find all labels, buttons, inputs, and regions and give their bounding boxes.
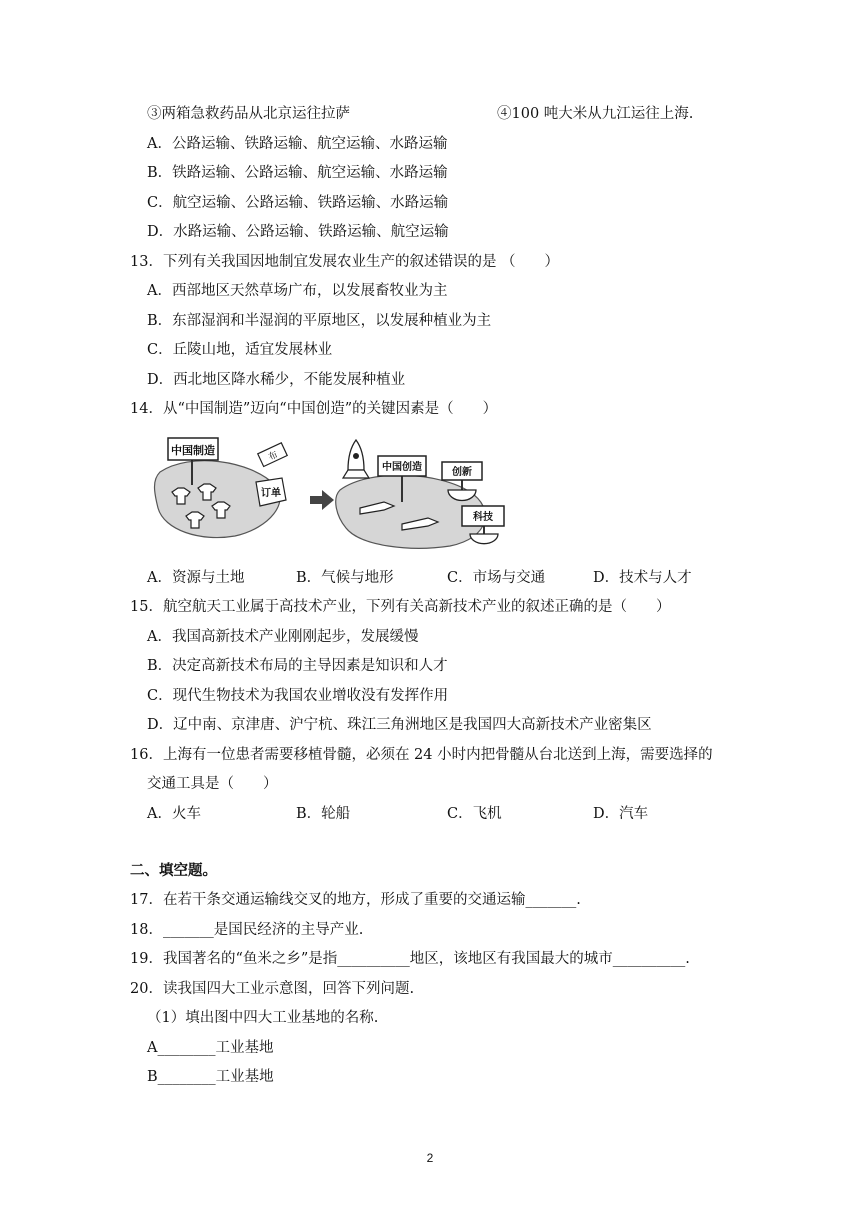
sign-technology: 科技 [473,512,493,523]
q16-option-a: A．火车 [147,806,201,822]
sign-cloth: 布 [267,450,280,463]
q12-option-d: D．水路运输、公路运输、铁路运输、航空运输 [147,224,449,240]
q12-item4: ④100 吨大米从九江运往上海. [497,106,694,122]
q12-item3: ③两箱急救药品从北京运往拉萨 [147,106,350,122]
q13-option-a: A．西部地区天然草场广布，以发展畜牧业为主 [147,283,448,299]
q16-option-b: B．轮船 [296,806,351,822]
q14-option-c: C．市场与交通 [447,570,546,586]
q12-option-a: A．公路运输、铁路运输、航空运输、水路运输 [147,136,448,152]
q15-option-a: A．我国高新技术产业刚刚起步，发展缓慢 [147,629,419,645]
q15-option-b: B．决定高新技术布局的主导因素是知识和人才 [147,658,448,674]
q13-option-b: B．东部湿润和半湿润的平原地区，以发展种植业为主 [147,313,492,329]
sign-innovation: 创新 [452,467,472,478]
q18: 18．_______是国民经济的主导产业. [130,922,364,938]
q13-option-c: C．丘陵山地，适宜发展林业 [147,342,333,358]
q20-blank-a: A________工业基地 [147,1040,274,1056]
q20-sub1: （1）填出图中四大工业基地的名称. [147,1010,379,1026]
q14-option-d: D．技术与人才 [593,570,692,586]
q12-option-b: B．铁路运输、公路运输、航空运输、水路运输 [147,165,448,181]
q15-option-c: C．现代生物技术为我国农业增收没有发挥作用 [147,688,449,704]
rocket-icon [343,440,369,478]
q13-option-d: D．西北地区降水稀少，不能发展种植业 [147,372,406,388]
sign-created-in-china: 中国创造 [382,462,422,473]
q20-blank-b: B________工业基地 [147,1069,274,1085]
q16-stem-line2: 交通工具是（ ） [147,776,278,792]
q14-option-b: B．气候与地形 [296,570,394,586]
q16-option-c: C．飞机 [447,806,502,822]
arrow-right-icon [310,490,334,510]
q16-stem-line1: 16．上海有一位患者需要移植骨髓，必须在 24 小时内把骨髓从台北送到上海，需要选择的 [130,747,713,763]
q13-stem: 13．下列有关我国因地制宜发展农业生产的叙述错误的是 （ ） [130,254,560,270]
q14-option-a: A．资源与土地 [147,570,245,586]
page-number: 2 [426,1151,434,1165]
section-heading-fill-in: 二、填空题。 [130,862,217,879]
q12-option-c: C．航空运输、公路运输、铁路运输、水路运输 [147,195,449,211]
q15-stem: 15．航空航天工业属于高技术产业，下列有关高新技术产业的叙述正确的是（ ） [130,599,671,615]
q17: 17．在若干条交通运输线交叉的地方，形成了重要的交通运输_______. [130,892,581,908]
q14-stem: 14．从“中国制造”迈向“中国创造”的关键因素是（ ） [130,401,498,417]
q15-option-d: D．辽中南、京津唐、沪宁杭、珠江三角洲地区是我国四大高新技术产业密集区 [147,717,652,733]
sign-made-in-china: 中国制造 [171,444,215,457]
q16-option-d: D．汽车 [593,806,649,822]
sign-order: 订单 [261,488,281,499]
q14-illustration [150,430,520,552]
q20-stem: 20．读我国四大工业示意图，回答下列问题. [130,981,415,997]
q19: 19．我国著名的“鱼米之乡”是指__________地区，该地区有我国最大的城市__________. [130,951,690,967]
